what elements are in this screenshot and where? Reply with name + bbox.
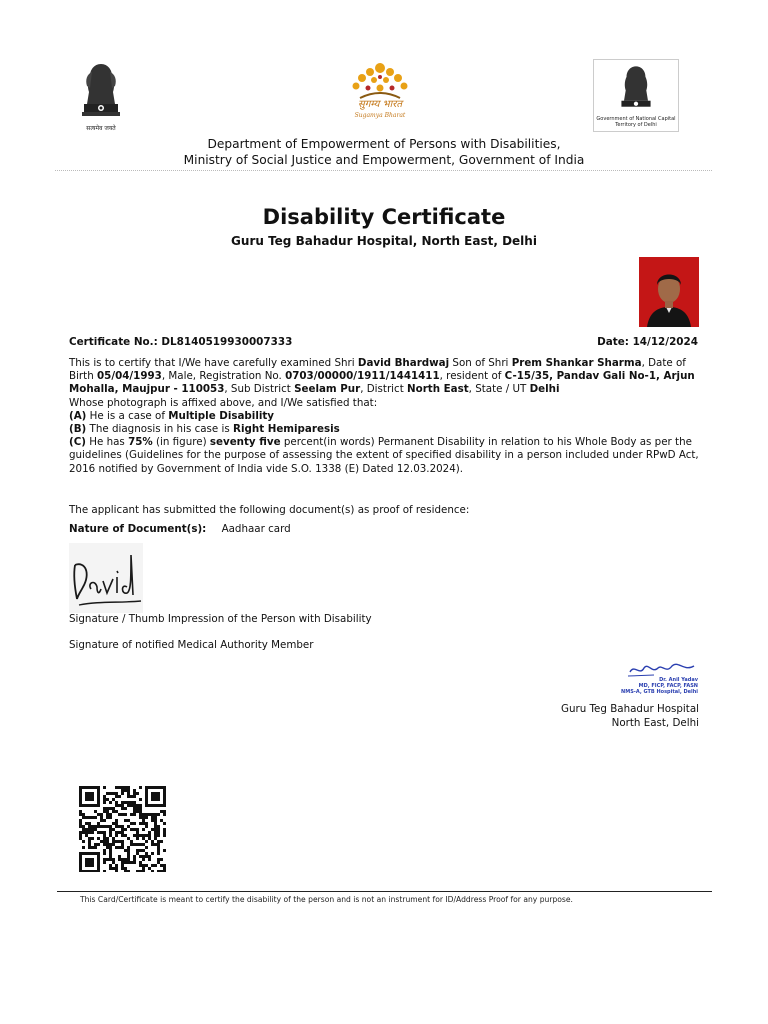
- doctor-designation: NMS-A, GTB Hospital, Delhi: [621, 689, 698, 695]
- document-nature: [69, 523, 291, 535]
- delhi-govt-text: Government of National Capital Territory of Delhi: [596, 116, 676, 128]
- delhi-govt-emblem: [593, 59, 679, 132]
- svg-text:सुगम्य भारत: सुगम्य भारत: [357, 99, 403, 110]
- lion-capital-icon: [78, 58, 124, 118]
- institution-line-2: North East, Delhi: [611, 717, 699, 729]
- doctor-qualifications: MD, FICP, FACP, FASN: [638, 683, 698, 689]
- national-emblem-left: [78, 58, 124, 134]
- sub-district: Seelam Pur: [294, 383, 361, 396]
- applicant-photo: [639, 257, 699, 327]
- disability-type: Multiple Disability: [168, 409, 275, 422]
- lion-capital-icon: [616, 63, 656, 111]
- clause-c: (C) He has 75% (in figure) seventy five percent(in words) Permanent Disability in relation to his Whole Body as per the guidelines (Guidelines for the purpose of assessing the extent of specified disability in a person included under RPwD Act, 2016 notified by Government of India vide S.O. 1338 (E) Dated 12.03.2024).: [69, 436, 699, 475]
- emblem-motto: सत्यमेव जयते: [86, 125, 116, 132]
- certificate-date: [597, 336, 698, 348]
- clause-a: (A) He is a case of Multiple Disability: [69, 409, 275, 422]
- department-line-2: Ministry of Social Justice and Empowerment, Government of India: [183, 153, 585, 167]
- qr-code[interactable]: [78, 786, 168, 872]
- issuing-institution: [561, 702, 699, 730]
- certification-intro: This is to certify that I/We have carefully examined Shri David Bhardwaj Son of Shri Prem Shankar Sharma, Date of Birth 05/04/1993, Male, Registration No. 0703/00000/1911/1441411, resident of C-15/35, Pandav Gali No-1, Arjun Mohalla, Maujpur - 110053, Sub District Seelam Pur, District North East, State / UT Delhi: [69, 357, 695, 396]
- person-name: David Bhardwaj: [357, 357, 450, 369]
- applicant-signature: [69, 543, 143, 613]
- date-of-birth: 05/04/1993: [97, 370, 162, 383]
- certification-body: [69, 357, 701, 476]
- certificate-number-value: DL8140519930007333: [161, 336, 293, 348]
- registration-number: 0703/00000/1911/1441411: [285, 370, 440, 383]
- certificate-date-value: 14/12/2024: [632, 336, 698, 348]
- hospital-name: Guru Teg Bahadur Hospital, North East, Delhi: [231, 234, 537, 248]
- certificate-title: Disability Certificate: [262, 205, 506, 229]
- document-nature-label: Nature of Document(s):: [69, 523, 207, 535]
- doctor-name: Dr. Anil Yadav: [659, 677, 698, 683]
- document-nature-value: Aadhaar card: [221, 523, 291, 535]
- svg-text:David: David: [101, 607, 111, 611]
- svg-text:Sugamya Bharat: Sugamya Bharat: [354, 112, 406, 119]
- footer-disclaimer: This Card/Certificate is meant to certify the disability of the person and is not an instrument for ID/Address Proof for any purpose.: [80, 895, 573, 904]
- diagnosis: Right Hemiparesis: [233, 423, 340, 436]
- certificate-date-label: Date:: [597, 336, 629, 348]
- department-line-1: Department of Empowerment of Persons with Disabilities,: [207, 137, 561, 151]
- doctor-stamp: [520, 677, 698, 695]
- certificate-number-label: Certificate No.:: [69, 336, 158, 348]
- photo-statement: Whose photograph is affixed above, and I/We satisfied that:: [69, 396, 378, 409]
- district: North East: [407, 383, 469, 396]
- disability-percent-words: seventy five: [209, 436, 281, 449]
- clause-b: (B) The diagnosis in his case is Right Hemiparesis: [69, 423, 340, 436]
- father-name: Prem Shankar Sharma: [511, 357, 642, 369]
- address: C-15/35, Pandav Gali No-1, Arjun Mohalla, Maujpur - 110053: [69, 370, 695, 396]
- state: Delhi: [529, 383, 560, 396]
- institution-line-1: Guru Teg Bahadur Hospital: [560, 703, 699, 715]
- footer-divider: [57, 891, 712, 892]
- sugamya-bharat-logo: [340, 58, 420, 124]
- residence-statement: The applicant has submitted the following document(s) as proof of residence:: [69, 504, 470, 516]
- applicant-signature-label: Signature / Thumb Impression of the Person with Disability: [69, 613, 372, 625]
- authority-signature-label: Signature of notified Medical Authority Member: [69, 639, 314, 651]
- header-divider: [55, 170, 712, 171]
- certificate-number: [69, 336, 292, 348]
- department-heading: [0, 136, 768, 168]
- disability-percent: 75%: [128, 436, 153, 449]
